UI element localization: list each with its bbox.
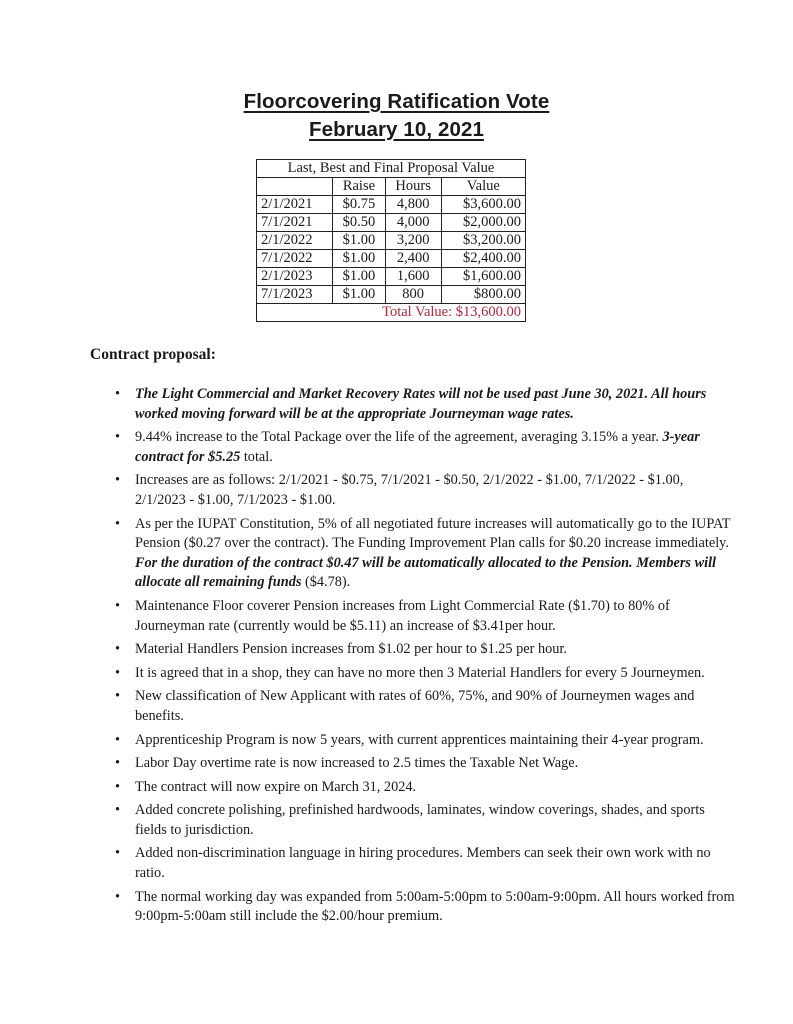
proposal-value-table	[256, 159, 526, 322]
table-row	[257, 196, 526, 214]
bullet-text: The contract will now expire on March 31, 2024.	[135, 778, 417, 795]
section-heading: Contract proposal:	[90, 346, 216, 363]
list-item	[135, 778, 735, 798]
table-cell: $0.75	[333, 196, 385, 214]
bullet-text: 9.44% increase to the Total Package over the life of the agreement, averaging 3.15% a year.	[135, 429, 663, 446]
table-row	[257, 286, 526, 304]
table-row	[257, 214, 526, 232]
list-item	[135, 687, 735, 726]
total-value: Total Value: $13,600.00	[257, 304, 526, 322]
list-item	[135, 471, 735, 510]
bullet-text: The normal working day was expanded from 5:00am-5:00pm to 5:00am-9:00pm. All hours worked from 9:00pm-5:00am still include the $2.00/hour premium.	[135, 888, 735, 925]
column-header-raise: Raise	[333, 178, 385, 196]
list-item	[135, 385, 735, 424]
table-cell: $2,000.00	[441, 214, 525, 232]
column-header-value: Value	[441, 178, 525, 196]
bullet-list	[135, 385, 735, 931]
table-cell: 3,200	[385, 232, 441, 250]
table-cell: $0.50	[333, 214, 385, 232]
table-total-row	[257, 304, 526, 322]
list-item	[135, 844, 735, 883]
bullet-text: Added non-discrimination language in hiring procedures. Members can seek their own work with no ratio.	[135, 845, 711, 882]
table-cell: 1,600	[385, 268, 441, 286]
document-title: Floorcovering Ratification Vote	[243, 90, 550, 113]
table-row	[257, 268, 526, 286]
table-cell: $2,400.00	[441, 250, 525, 268]
bullet-text: Material Handlers Pension increases from $1.02 per hour to $1.25 per hour.	[135, 641, 567, 658]
bullet-text: Apprenticeship Program is now 5 years, with current apprentices maintaining their 4-year program.	[135, 731, 704, 748]
table-cell: 7/1/2022	[257, 250, 333, 268]
table-caption: Last, Best and Final Proposal Value	[257, 160, 526, 178]
bullet-text: Added concrete polishing, prefinished hardwoods, laminates, window coverings, shades, and sports fields to jurisdiction.	[135, 802, 705, 838]
list-item	[135, 640, 735, 660]
emphasized-text: 3-year contract for $5.25	[135, 429, 700, 465]
bullet-text: Increases are as follows: 2/1/2021 - $0.75, 7/1/2021 - $0.50, 2/1/2022 - $1.00, 7/1/2022 - $1.00, 2/1/2023 - $1.00, 7/1/2023 - $1.00.	[135, 472, 684, 508]
list-item	[135, 754, 735, 774]
table-cell: $1.00	[333, 250, 385, 268]
table-cell: $800.00	[441, 286, 525, 304]
bullet-text: total.	[240, 448, 273, 465]
table-cell: $1.00	[333, 286, 385, 304]
emphasized-text: For the duration of the contract $0.47 will be automatically allocated to the Pension. Members will allocate all remaining funds	[135, 554, 717, 591]
bullet-text: It is agreed that in a shop, they can have no more then 3 Material Handlers for every 5 Journeymen.	[135, 664, 705, 681]
table-cell: $3,200.00	[441, 232, 525, 250]
document-date: February 10, 2021	[309, 118, 484, 141]
table-header-row	[257, 178, 526, 196]
table-cell: 800	[385, 286, 441, 304]
table-cell: $1.00	[333, 268, 385, 286]
bullet-text: New classification of New Applicant with rates of 60%, 75%, and 90% of Journeymen wages and benefits.	[135, 688, 695, 724]
bullet-text: Maintenance Floor coverer Pension increases from Light Commercial Rate ($1.70) to 80% of Journeyman rate (currently would be $5.11) an increase of $3.41per hour.	[135, 597, 670, 634]
column-header-date	[257, 178, 333, 196]
table-cell: 4,000	[385, 214, 441, 232]
emphasized-text: The Light Commercial and Market Recovery Rates will not be used past June 30, 2021. All hours worked moving forward will be at the appropriate Journeyman wage rates.	[135, 386, 707, 422]
list-item	[135, 515, 735, 593]
list-item	[135, 664, 735, 684]
list-item	[135, 801, 735, 840]
table-cell: 7/1/2023	[257, 286, 333, 304]
table-caption-row	[257, 160, 526, 178]
table-cell: $1.00	[333, 232, 385, 250]
table-cell: $3,600.00	[441, 196, 525, 214]
list-item	[135, 731, 735, 751]
table-cell: $1,600.00	[441, 268, 525, 286]
table-cell: 7/1/2021	[257, 214, 333, 232]
bullet-text: As per the IUPAT Constitution, 5% of all negotiated future increases will automatically go to the IUPAT Pension ($0.27 over the contract). The Funding Improvement Plan calls for $0.20 increase immediately.	[135, 515, 731, 552]
table-row	[257, 250, 526, 268]
table-cell: 2/1/2022	[257, 232, 333, 250]
table-cell: 2/1/2023	[257, 268, 333, 286]
list-item	[135, 428, 735, 467]
table-cell: 4,800	[385, 196, 441, 214]
table-cell: 2,400	[385, 250, 441, 268]
column-header-hours: Hours	[385, 178, 441, 196]
list-item	[135, 888, 735, 927]
list-item	[135, 597, 735, 636]
bullet-text: ($4.78).	[301, 574, 351, 591]
bullet-text: Labor Day overtime rate is now increased to 2.5 times the Taxable Net Wage.	[135, 755, 579, 772]
table-cell: 2/1/2021	[257, 196, 333, 214]
table-row	[257, 232, 526, 250]
